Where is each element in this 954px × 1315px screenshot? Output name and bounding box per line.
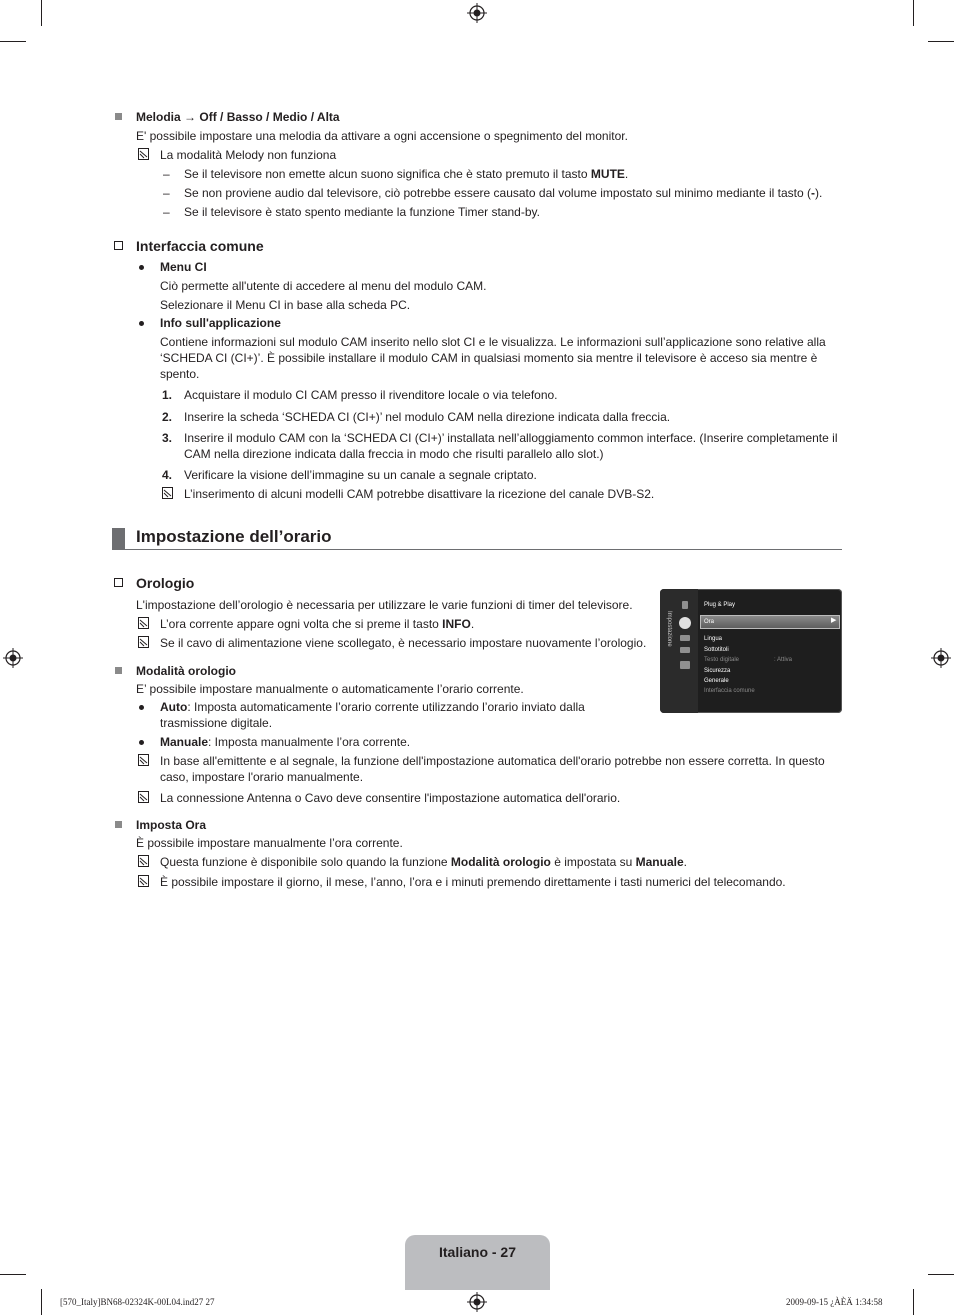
note-text-end: . [683,855,687,869]
note-text-mid: è impostata su [550,855,636,869]
dash-bullet: – [163,205,170,219]
modalita-orologio-ref: Modalità orologio [450,855,551,869]
bullet-text-end: . [624,167,629,181]
testo-digitale-value: : Attiva [774,657,793,663]
melodia-heading [136,109,340,125]
key-info: INFO [442,617,471,631]
bullet-text: Se non proviene audio dal televisore, ciò potrebbe essere causato dal volume impostato sul minimo mediante il tasto ( [184,186,812,200]
melodia-bullet-1 [184,166,628,182]
step-number: 2. [162,410,173,424]
note-text: L’ora corrente appare ogni volta che si preme il tasto [160,617,443,631]
interfaccia-note: L’inserimento di alcuni modelli CAM potrebbe disattivare la ricezione del canale DVB-S2. [184,487,655,501]
registration-mark-icon [467,1292,487,1312]
manuale-label: Manuale [160,735,209,749]
modalita-label: Modalità orologio [136,664,236,678]
step-text: Acquistare il modulo CI CAM presso il rivenditore locale o via telefono. [184,388,558,402]
modalita-note-1: In base all'emittente e al segnale, la funzione dell'impostazione automatica dell'orario potrebbe non essere corretta. In questo caso, impostare l'orario manualmente. [160,754,825,784]
round-bullet-icon [139,321,144,326]
setup-gear-icon [679,617,691,629]
menu-sidebar [660,589,698,713]
menu-side-label: Impostazione [666,611,672,647]
auto-text: : Imposta automaticamente l’orario corrente utilizzando l’orario inviato dalla trasmissione digitale. [160,700,585,730]
imposta-ora-note-1 [160,854,687,870]
melodia-options: Off / Basso / Medio / Alta [199,110,340,124]
slug-timestamp: 2009-09-15 ¿ÀÈÄ 1:34:58 [786,1297,883,1307]
support-icon [680,661,690,669]
square-bullet-icon [115,113,122,120]
round-bullet-icon [139,705,144,710]
imposta-ora-note-2: È possibile impostare il giorno, il mese, l’anno, l’ora e i minuti premendo direttamente i tasti numerici del telecomando. [160,875,786,889]
menu-item-interfaccia-comune[interactable]: Interfaccia comune [704,688,755,694]
step-text: Verificare la visione dell’immagine su un canale a segnale criptato. [184,468,537,482]
info-app-label: Info sull'applicazione [160,316,281,330]
bullet-text: Se il televisore non emette alcun suono significa che è stato premuto il tasto [184,167,591,181]
step-number: 3. [162,431,173,445]
section-rule [112,549,842,550]
note-icon [138,855,149,867]
registration-mark-icon [467,3,487,23]
checkbox-bullet-icon [114,241,123,250]
dash-bullet: – [163,167,170,181]
imposta-ora-description: È possibile impostare manualmente l’ora corrente. [136,836,403,850]
checkbox-bullet-icon [114,578,123,587]
menu-item-generale[interactable]: Generale [704,678,729,684]
channel-icon [680,635,690,641]
registration-mark-icon [931,648,951,668]
page-number: Italiano - 27 [438,1244,517,1260]
crop-mark [41,1289,42,1315]
menu-ci-line1: Ciò permette all'utente di accedere al menu del modulo CAM. [160,279,487,293]
step-number: 4. [162,468,173,482]
bullet-text-end: ). [815,186,823,200]
manuale-ref: Manuale [635,855,684,869]
note-icon [162,487,173,499]
step-text: Inserire il modulo CAM con la ‘SCHEDA CI (CI+)’ installata nell’alloggiamento common interface. (Inserire completamente il CAM nella direzione indicata dalla freccia in modo che risulti parallelo allo slot.) [184,431,838,461]
round-bullet-icon [139,265,144,270]
modalita-note-2: La connessione Antenna o Cavo deve consentire l'impostazione automatica dell'orario. [160,791,621,805]
dash-bullet: – [163,186,170,200]
crop-mark [913,0,914,26]
page-number-tab [405,1235,550,1290]
note-text-end: . [470,617,475,631]
orologio-note-2: Se il cavo di alimentazione viene scollegato, è necessario impostare nuovamente l’orologio. [160,636,647,650]
crop-mark [913,1289,914,1315]
interfaccia-title: Interfaccia comune [136,238,264,254]
orologio-description: L'impostazione dell’orologio è necessaria per utilizzare le varie funzioni di timer del televisore. [136,598,633,612]
info-app-paragraph: Contiene informazioni sul modulo CAM inserito nello slot CI e le visualizza. Le informazioni sull’applicazione sono relative alla ‘SCHEDA CI (CI+)’. È possibile installare il modulo CAM in qualsiasi momento sia mentre il televisore è acceso sia mentre è spento. [160,335,826,381]
note-icon [138,791,149,803]
modalita-auto [160,699,630,731]
note-icon [138,617,149,629]
note-icon [138,754,149,766]
crop-mark [0,41,26,42]
menu-item-arrow-icon: ▶ [831,617,837,624]
melodia-bullet-2 [184,185,822,201]
step-number: 1. [162,388,173,402]
picture-icon [682,601,688,609]
menu-item-testo-digitale[interactable]: Testo digitale [704,657,740,663]
menu-ci-label: Menu CI [160,260,207,274]
crop-mark [928,41,954,42]
orologio-note-1 [160,616,474,632]
melodia-note: La modalità Melody non funziona [160,148,337,162]
crop-mark [41,0,42,26]
menu-item-plug-play[interactable]: Plug & Play [704,602,736,608]
round-bullet-icon [139,740,144,745]
slug-file-info: [570_Italy]BN68-02324K-00L04.ind27 27 [60,1297,215,1307]
note-text: Questa funzione è disponibile solo quando la funzione [160,855,451,869]
menu-item-sicurezza[interactable]: Sicurezza [704,668,731,674]
orologio-title: Orologio [136,575,195,591]
melodia-label: Melodia [136,110,181,124]
auto-label: Auto [160,700,188,714]
menu-item-lingua[interactable]: Lingua [704,636,723,642]
key-mute: MUTE [590,167,625,181]
key-minus: - [811,186,816,200]
menu-ci-line2: Selezionare il Menu CI in base alla scheda PC. [160,298,411,312]
section-title: Impostazione dell’orario [136,527,332,546]
registration-mark-icon [3,648,23,668]
crop-mark [928,1274,954,1275]
manuale-text: : Imposta manualmente l’ora corrente. [208,735,411,749]
menu-highlight [700,615,840,629]
modalita-manuale [160,734,410,750]
imposta-ora-label: Imposta Ora [136,818,207,832]
input-icon [680,647,690,653]
note-icon [138,148,149,160]
arrow-text: → [184,110,197,124]
crop-mark [0,1274,26,1275]
tv-setup-menu [660,589,842,713]
menu-item-sottotitoli[interactable]: Sottotitoli [704,647,729,653]
menu-item-ora[interactable]: Ora [704,619,715,625]
melodia-bullet-3: Se il televisore è stato spento mediante la funzione Timer stand-by. [184,205,540,219]
square-bullet-icon [115,667,122,674]
melodia-description: E' possibile impostare una melodia da attivare a ogni accensione o spegnimento del monitor. [136,129,628,143]
note-icon [138,875,149,887]
modalita-description: E’ possibile impostare manualmente o automaticamente l’orario corrente. [136,682,524,696]
section-bar [112,528,125,549]
step-text: Inserire la scheda ‘SCHEDA CI (CI+)’ nel modulo CAM nella direzione indicata dalla freccia. [184,410,671,424]
square-bullet-icon [115,821,122,828]
note-icon [138,636,149,648]
